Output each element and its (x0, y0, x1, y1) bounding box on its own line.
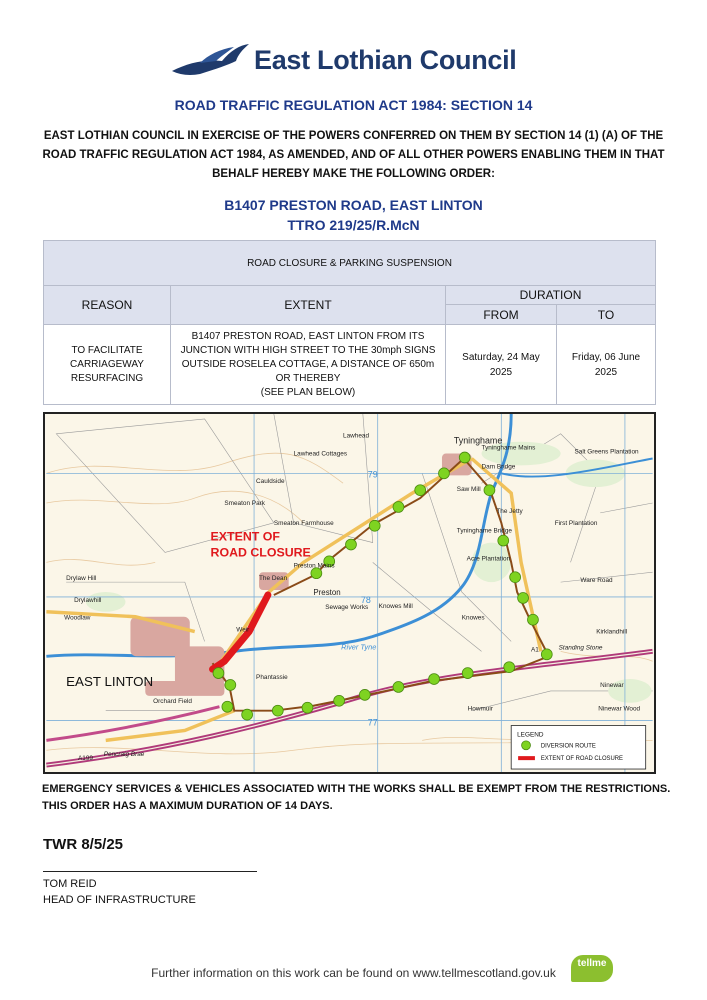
council-logo (170, 38, 530, 82)
place-label: Preston Mains (293, 562, 335, 570)
tellme-logo: tellme (571, 955, 613, 982)
order-reference: TTRO 219/25/R.McN (287, 217, 420, 233)
from-date: Saturday, 24 May (462, 351, 540, 363)
diversion-marker (429, 674, 440, 685)
place-label: Kirklandhill (596, 628, 628, 636)
diversion-marker (302, 702, 313, 713)
place-label: Preston (313, 587, 341, 597)
to-header: TO (557, 305, 656, 325)
place-label: Standing Stone (558, 644, 603, 652)
place-label: Woodlaw (64, 614, 91, 622)
place-label: Saw Mill (456, 486, 481, 494)
place-label: Sewage Works (325, 603, 369, 611)
place-label: Ware Road (580, 577, 613, 585)
closure-label: EXTENT OF (210, 529, 280, 544)
extent-header: EXTENT (171, 286, 446, 325)
place-label: Weir (236, 626, 250, 634)
diversion-marker (518, 593, 529, 604)
place-label: Drylawhill (74, 596, 102, 604)
eagle-logo-icon (170, 41, 250, 79)
signer-name: TOM REID (43, 878, 97, 890)
place-label: Knowes (461, 614, 485, 622)
place-label: Lawhead Cottages (293, 450, 348, 458)
diversion-marker (393, 502, 404, 513)
place-label: Ninewar (600, 681, 624, 689)
legend-closure-label: EXTENT OF ROAD CLOSURE (540, 756, 624, 763)
place-label: Orchard Field (153, 697, 193, 705)
place-label: Drylaw Hill (66, 575, 97, 583)
place-label: The Dean (259, 575, 288, 583)
diversion-marker (498, 535, 509, 546)
place-label: Smeaton Farmhouse (273, 519, 334, 527)
place-label: First Plantation (554, 519, 598, 527)
further-info-text: Further information on this work can be found on www.tellmescotland.gov.uk (151, 966, 556, 980)
place-label: Lawhead (343, 432, 370, 440)
grid-label: 78 (360, 594, 371, 605)
order-title (0, 195, 707, 235)
act-title: ROAD TRAFFIC REGULATION ACT 1984: SECTION 14 (174, 97, 533, 113)
exemption-notice: EMERGENCY SERVICES & VEHICLES ASSOCIATED WITH THE WORKS SHALL BE EXEMPT FROM THE RESTRICTIONS. THIS ORDER HAS A MAXIMUM DURATION OF 14 DAYS. (42, 783, 671, 812)
duration-header: DURATION (446, 286, 656, 305)
legend-diversion-swatch (522, 741, 531, 750)
road-label: A1 (530, 646, 539, 654)
signature-line (43, 871, 257, 872)
diversion-marker (462, 668, 473, 679)
to-cell (557, 325, 656, 405)
signer-title: HEAD OF INFRASTRUCTURE (43, 894, 196, 906)
diversion-marker (393, 682, 404, 693)
town-label: EAST LINTON (66, 673, 154, 689)
closure-label: ROAD CLOSURE (210, 545, 311, 560)
legend-title: LEGEND (517, 731, 544, 739)
grid-label: 77 (367, 717, 378, 728)
extent-note: (SEE PLAN BELOW) (260, 386, 356, 398)
place-label: Dam Bridge (481, 463, 516, 471)
diversion-marker (484, 485, 495, 496)
diversion-map (43, 412, 656, 774)
place-label: River Tyne (341, 642, 377, 652)
diversion-marker (459, 452, 470, 463)
from-year: 2025 (489, 366, 513, 378)
place-label: Salt Greens Plantation (574, 448, 639, 456)
diversion-marker (334, 695, 345, 706)
diversion-marker (242, 709, 253, 720)
place-label: Cauldside (256, 478, 285, 486)
place-label: The Jetty (496, 507, 523, 515)
place-label: Tyninghame Mains (481, 444, 536, 452)
table-title: ROAD CLOSURE & PARKING SUSPENSION (44, 241, 656, 286)
diversion-marker (213, 668, 224, 679)
road-label: Pencraig Brae (103, 751, 145, 759)
diversion-marker (311, 568, 322, 579)
place-label: Acre Plantation (466, 555, 511, 563)
order-preamble: EAST LOTHIAN COUNCIL IN EXERCISE OF THE POWERS CONFERRED ON THEM BY SECTION 14 (1) (A) OF THE ROAD TRAFFIC REGULATION ACT 1984, AS AMENDED, AND OF ALL OTHER POWERS ENABLING THEM IN THAT BEHALF HEREBY MAKE THE FOLLOWING ORDER: (42, 130, 665, 180)
diversion-marker (369, 520, 380, 531)
place-label: Howmuir (467, 705, 493, 713)
signature: TWR 8/5/25 (43, 836, 124, 853)
diversion-marker (439, 468, 450, 479)
diversion-marker (346, 539, 357, 550)
map-canvas (45, 414, 654, 772)
from-header: FROM (446, 305, 557, 325)
to-year: 2025 (594, 366, 618, 378)
map-legend (511, 726, 645, 770)
order-table (43, 240, 656, 405)
place-label: Ninewar Wood (598, 705, 641, 713)
place-label: Tyninghame Bridge (456, 527, 513, 535)
legend-diversion-label: DIVERSION ROUTE (540, 743, 596, 750)
reason-cell: TO FACILITATE CARRIAGEWAY RESURFACING (44, 325, 171, 405)
grid-label: 79 (367, 469, 378, 480)
diversion-marker (504, 662, 515, 673)
diversion-marker (415, 485, 426, 496)
signatory (43, 876, 196, 908)
diversion-marker (528, 614, 539, 625)
diversion-marker (541, 649, 552, 660)
diversion-marker (359, 689, 370, 700)
place-label: Phantassie (256, 674, 288, 682)
place-label: Knowes Mill (378, 602, 413, 610)
reason-header: REASON (44, 286, 171, 325)
from-cell (446, 325, 557, 405)
council-name: East Lothian Council (254, 44, 517, 75)
diversion-marker (222, 701, 233, 712)
road-label: A199 (78, 755, 94, 763)
diversion-marker (272, 705, 283, 716)
diversion-marker (510, 572, 521, 583)
to-date: Friday, 06 June (571, 351, 641, 363)
extent-text: B1407 PRESTON ROAD, EAST LINTON FROM ITS JUNCTION WITH HIGH STREET TO THE 30mph SIGNS OUTSIDE ROSELEA COTTAGE, A DISTANCE OF 650m OR THEREBY (180, 330, 436, 384)
extent-cell (171, 325, 446, 405)
place-label: Tyninghame (453, 435, 503, 446)
diversion-marker (225, 680, 236, 691)
place-label: Smeaton Park (224, 499, 265, 507)
road-name: B1407 PRESTON ROAD, EAST LINTON (224, 197, 483, 213)
